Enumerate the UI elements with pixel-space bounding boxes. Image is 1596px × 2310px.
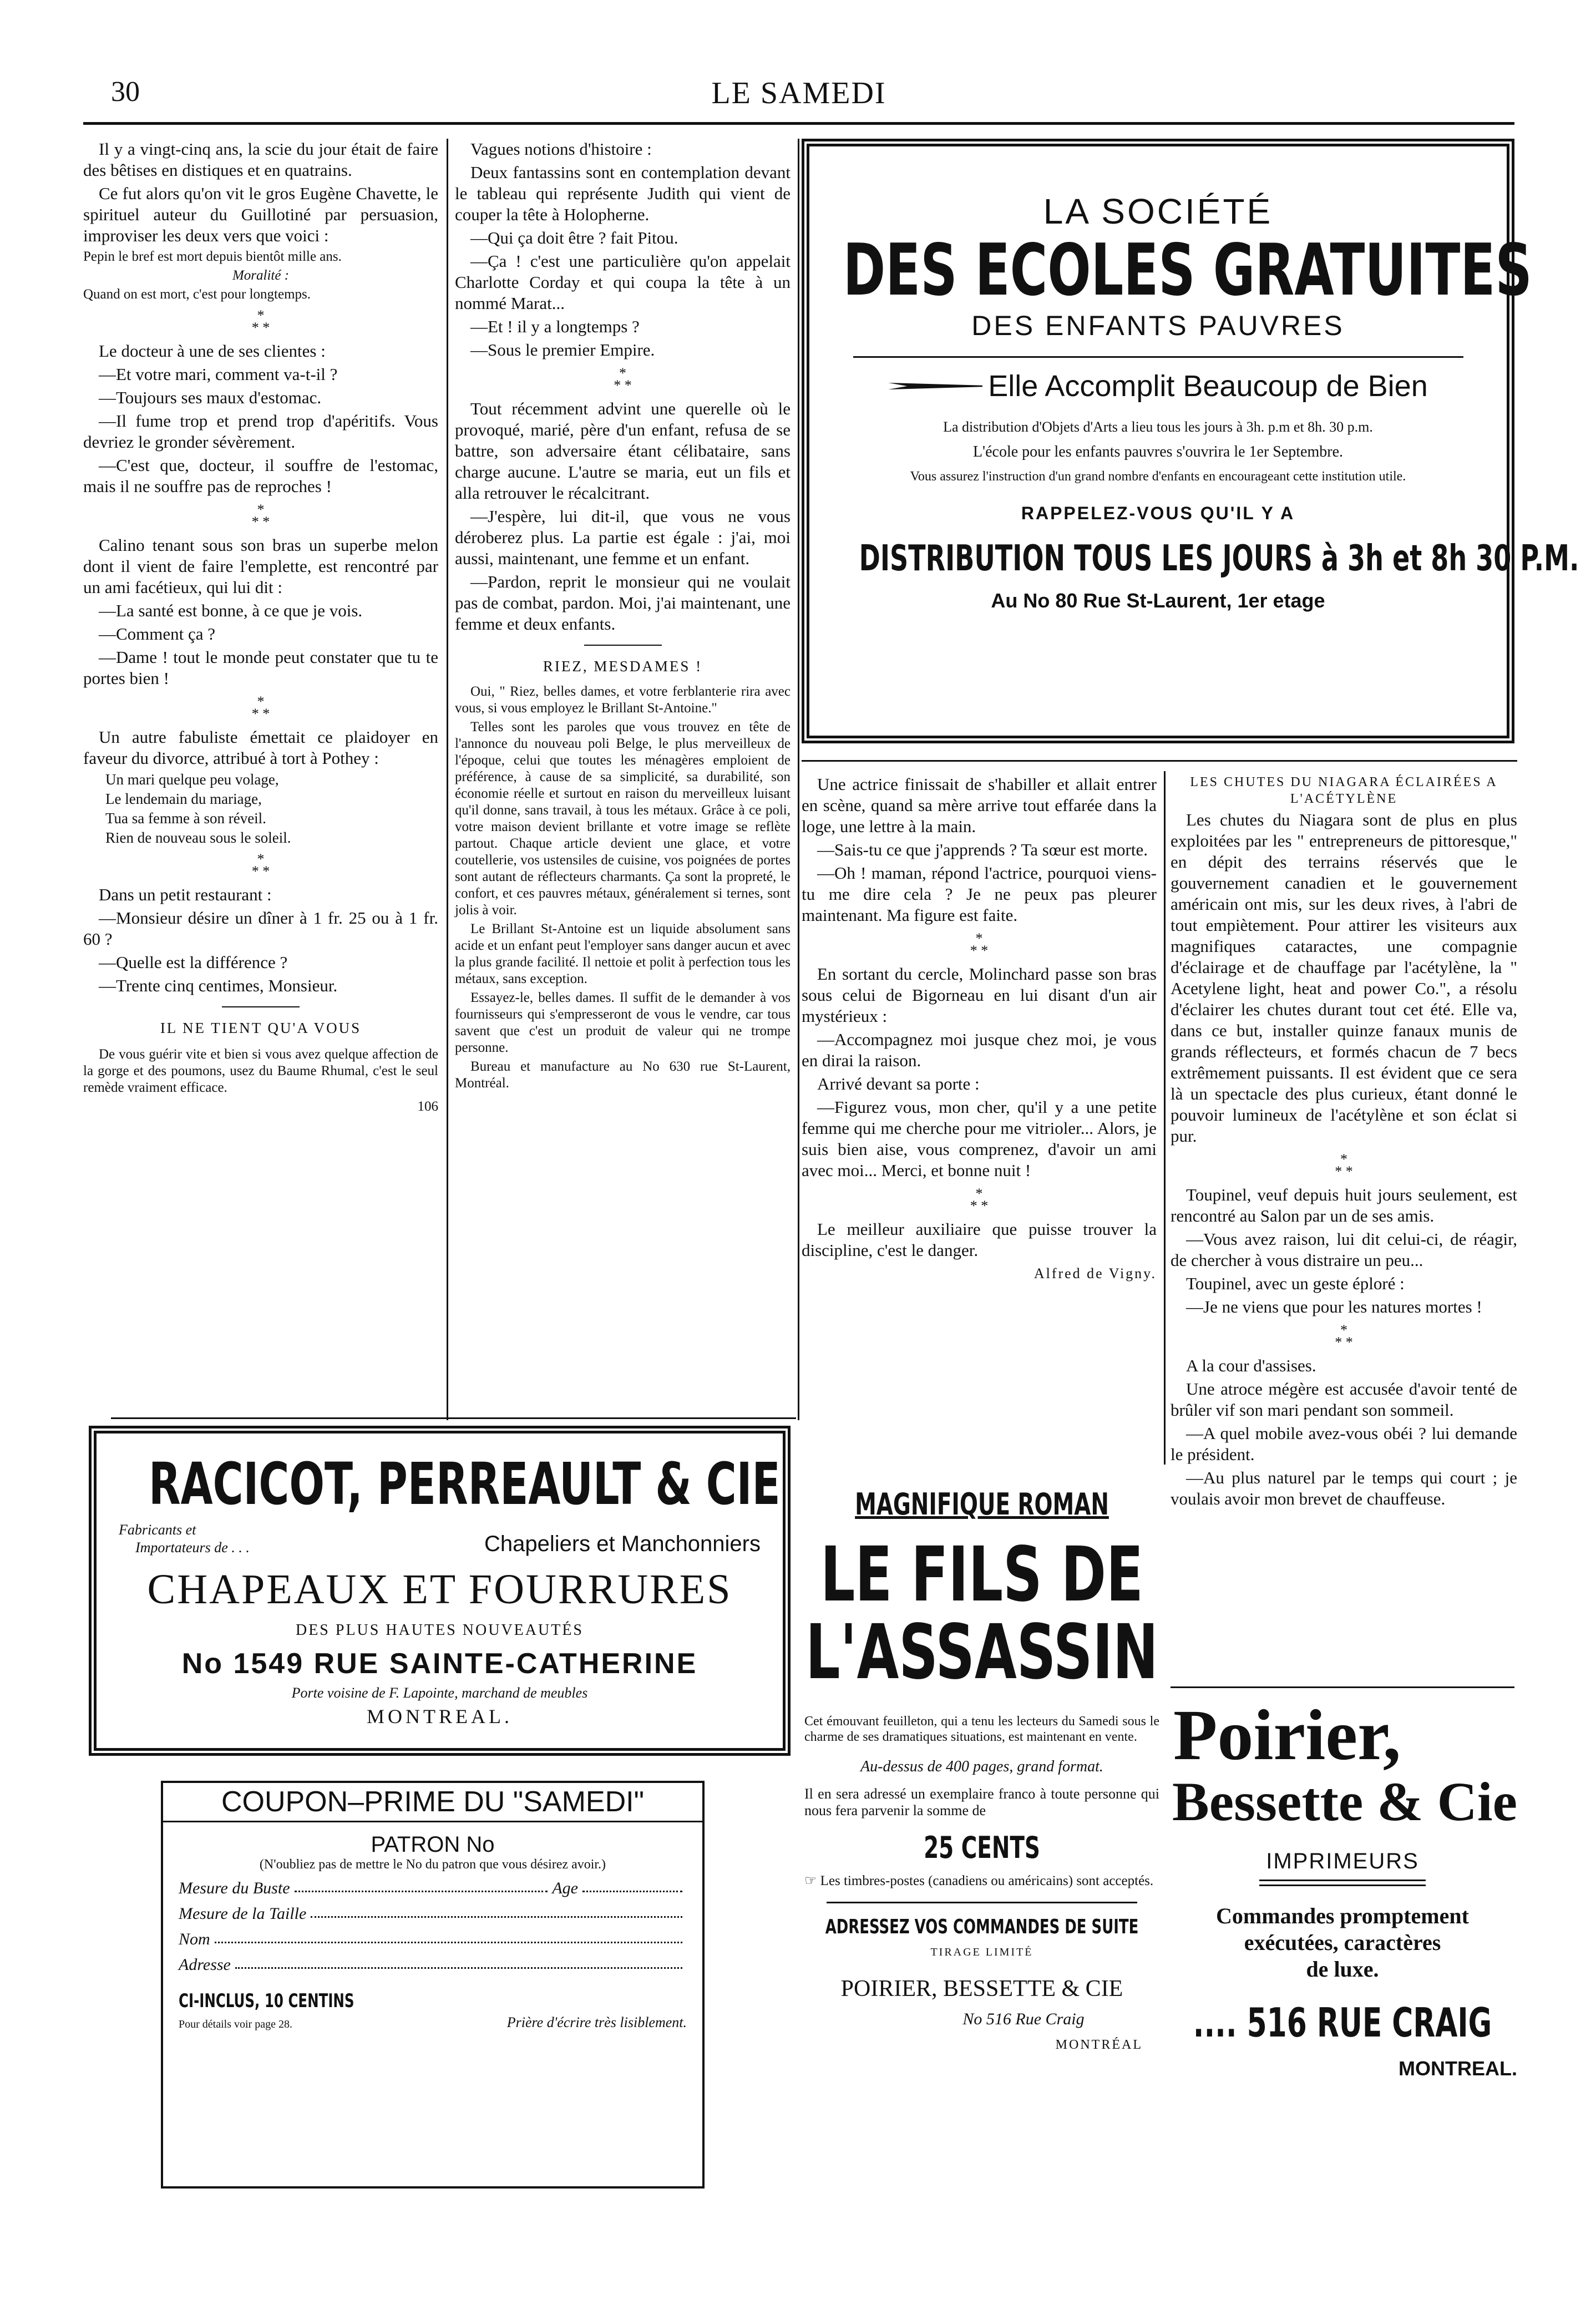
poem-line: Quand on est mort, c'est pour longtemps. [83,287,311,302]
paragraph: Le docteur à une de ses clientes : [99,341,326,361]
ad-headline: CHAPEAUX ET FOURRURES [147,1566,732,1613]
paragraph: A la cour d'assises. [1186,1356,1316,1375]
ad-text: Fabricants et [119,1522,196,1538]
ad-text: De vous guérir vite et bien si vous avez quelque affection de la gorge et des poumons, usez du Baume Rhumal, c'est le seul remède vraiment efficace. [83,1047,438,1095]
paragraph: —Et ! il y a longtemps ? [470,317,640,336]
paragraph: —Accompagnez moi jusque chez moi, je vous en dirai la raison. [802,1030,1157,1070]
asterism: * * * [251,307,270,336]
paragraph: —Monsieur désire un dîner à 1 fr. 25 ou à 1 fr. 60 ? [83,908,438,949]
ad-racicot [89,1426,791,1756]
paragraph: Le meilleur auxiliaire que puisse trouver la discipline, c'est le danger. [802,1219,1157,1260]
coupon-title: COUPON–PRIME DU "SAMEDI" [163,1783,702,1822]
address-field[interactable] [235,1967,682,1969]
ad-title: IL NE TIENT QU'A VOUS [160,1020,362,1036]
ad-headline: Bessette & Cie [1172,1771,1517,1832]
paragraph: —Et votre mari, comment va-t-il ? [99,364,338,384]
paragraph: —Je ne viens que pour les natures mortes ! [1186,1297,1482,1316]
paragraph: Ce fut alors qu'on vit le gros Eugène Chavette, le spirituel auteur du Guillotiné par persuasion, improviser les deux vers que voici : [83,184,438,245]
column-4 [1171,774,1517,1512]
paragraph: —Sais-tu ce que j'apprends ? Ta sœur est morte. [817,840,1148,859]
ad-paragraph: Oui, " Riez, belles dames, et votre ferblanterie rira avec vous, si vous employez le Brillant St-Antoine." [455,684,791,716]
field-label: Adresse [179,1956,231,1974]
ad-text: Porte voisine de F. Lapointe, marchand de meubles [291,1685,588,1701]
ad-address: Au No 80 Rue St-Laurent, 1er etage [991,589,1325,612]
ad-title: RIEZ, MESDAMES ! [543,658,703,675]
ad-text: Commandes promptement [1216,1903,1469,1928]
coupon-note: (N'oubliez pas de mettre le No du patron que vous désirez avoir.) [259,1857,606,1872]
ad-headline: RACICOT, PERREAULT & CIE [148,1450,781,1518]
asterism: * * * [251,693,270,722]
paragraph: Tout récemment advint une querelle où le provoqué, marié, père d'un enfant, refusa de se battre, son adversaire étant célibataire, sans charge aucune. L'autre se maria, eut un fils et alla retrouver le récalcitrant. [455,399,791,503]
asterism: * * * [1335,1151,1353,1179]
ad-address: .... 516 RUE CRAIG [1193,1999,1492,2046]
paragraph: —A quel mobile avez-vous obéi ? lui demande le président. [1171,1424,1517,1464]
asterism: * * * [1335,1322,1353,1350]
paragraph: Toupinel, veuf depuis huit jours seulement, est rencontré au Salon par un de ses amis. [1171,1185,1517,1225]
ad-roman [804,1487,1159,2053]
waist-field[interactable] [311,1916,682,1918]
asterism: * * * [970,930,989,959]
article-title: LES CHUTES DU NIAGARA ÉCLAIRÉES A L'ACÉTYLÈNE [1190,775,1498,806]
paragraph: —Comment ça ? [99,624,216,644]
page-header [83,72,1514,125]
field-label: Mesure de la Taille [179,1904,307,1923]
paragraph: —Au plus naturel par le temps qui court ; je voulais avoir mon brevet de chauffeuse. [1171,1468,1517,1508]
ad-text: de luxe. [1306,1957,1379,1982]
paragraph: Vagues notions d'histoire : [470,139,652,159]
coupon-patron: PATRON No [371,1832,495,1857]
ad-paragraph: Bureau et manufacture au No 630 rue St-Laurent, Montréal. [455,1059,791,1091]
ad-paragraph: Le Brillant St-Antoine est un liquide absolument sans acide et un enfant peut l'employer sans danger aucun et avec la plus grande facilité. Il nettoie et polit à perfection tous les métaux, sans exception. [455,921,791,986]
paragraph: Arrivé devant sa porte : [817,1074,980,1093]
ad-text: Au-dessus de 400 pages, grand format. [860,1758,1103,1775]
ad-text: ☞ Les timbres-postes (canadiens ou américains) sont acceptés. [804,1873,1154,1888]
ad-stamps: Les timbres-postes (canadiens ou américains) sont acceptés. [820,1873,1154,1888]
paragraph: Dans un petit restaurant : [99,885,272,904]
paragraph: Un autre fabuliste émettait ce plaidoyer en faveur du divorce, attribué à tort à Pothey : [83,727,438,768]
signature: Alfred de Vigny. [1033,1265,1157,1281]
field-label: Nom [179,1930,210,1948]
ad-text: L'école pour les enfants pauvres s'ouvrira le 1er Septembre. [972,443,1344,460]
ad-paragraph: Telles sont les paroles que vous trouvez en tête de l'annonce du nouveau poli Belge, le plus merveilleux de l'époque, celui que toutes les ménagères emploient de préférence, à cause de sa simplicité, sa durabilité, son économie réelle et surtout en raison du merveilleux luisant qu'il donne, sans travail, à tous les métaux. Grâce à ce poli, votre maison devient brillante et votre image se reflète partout. Chaque article devient une glace, et votre coutellerie, vos ustensiles de cuisine, vos poignées de portes sont autant de réflecteurs charmants. Ça sont la propreté, le confort, et ces pauvres métaux, généralement si ternes, sont jolis à voir. [455,720,791,918]
poem-line: Pepin le bref est mort depuis bientôt mille ans. [83,249,342,264]
ad-city: MONTREAL. [1399,2057,1517,2080]
asterism: * * * [251,851,270,879]
ad-text: Chapeliers et Manchonniers [484,1532,761,1556]
ad-text: Importateurs de . . . [135,1539,250,1556]
coupon-detail: Pour détails voir page 28. [179,2018,292,2030]
horizontal-rule [802,760,1517,762]
coupon-priere: Prière d'écrire très lisiblement. [506,2014,687,2030]
ad-text: exécutées, caractères [1244,1930,1441,1955]
ad-city: MONTRÉAL [1055,2038,1143,2052]
ad-order: ADRESSEZ VOS COMMANDES DE SUITE [825,1916,1139,1938]
column-2 [455,139,791,1094]
paragraph: Deux fantassins sont en contemplation devant le tableau qui représente Judith qui vient de couper la tête à Holopherne. [455,163,791,224]
ad-poirier [1168,1686,1517,2080]
paragraph: En sortant du cercle, Molinchard passe son bras sous celui de Bigorneau en lui disant d'un air mystérieux : [802,964,1157,1026]
ad-headline: Poirier, [1173,1695,1401,1775]
ad-text: Cet émouvant feuilleton, qui a tenu les lecteurs du Samedi sous le charme de ses dramatiques situations, est maintenant en vente. [804,1714,1159,1744]
coupon-form[interactable] [161,1781,705,2189]
paragraph: —C'est que, docteur, il souffre de l'estomac, mais il ne souffre pas de reproches ! [83,455,438,496]
ad-text: Vous assurez l'instruction d'un grand nombre d'enfants en encourageant cette institution utile. [910,469,1406,484]
ad-limit: TIRAGE LIMITÉ [930,1946,1033,1958]
paragraph: —Qui ça doit être ? fait Pitou. [470,228,678,247]
horizontal-rule [111,1417,796,1419]
ad-tagline: Elle Accomplit Beaucoup de Bien [988,369,1428,403]
column-rule [447,139,448,1420]
paragraph: —Quelle est la différence ? [99,953,288,972]
paragraph: Les chutes du Niagara sont de plus en plus exploitées par les " entrepreneurs de pittoresque," en dépit des terrains réservés que le gouvernement canadien et le gouvernement américain ont mis, sur les deux rives, à l'abri de tout empiètement. Pour attirer les visiteurs aux magnifiques cataractes, une compagnie d'éclairage et de chauffage par l'acétylène, la " Acetylene light, heat and power Co.", a résolu d'éclairer les chutes durant tout cet été. Elle va, dans ce but, installer quinze fanaux munis de grands réflecteurs, et formés chacun de 7 becs extrêmement puissants. Il est évident que ce sera là un spectacle des plus curieux, étant donné le pouvoir lumineux de l'acétylène et son éclat si pur. [1171,810,1517,1146]
column-rule [1164,771,1166,1465]
ad-street: No 516 Rue Craig [962,2010,1085,2028]
paragraph: —Toujours ses maux d'estomac. [99,388,322,407]
ad-tagline-row [832,369,1484,403]
asterism: * * * [970,1186,989,1214]
ad-headline: DES ECOLES GRATUITES [843,229,1532,312]
ad-text: DES PLUS HAUTES NOUVEAUTÉS [295,1622,584,1639]
asterism: * * * [251,501,270,530]
paragraph: Calino tenant sous son bras un superbe melon dont il vient de faire l'emplette, est rencontré par un ami facétieux, qui lui dit : [83,535,438,597]
ad-text: La distribution d'Objets d'Arts a lieu tous les jours à 3h. p.m et 8h. 30 p.m. [943,419,1373,435]
age-field[interactable] [582,1891,682,1892]
ad-body [455,683,791,1092]
page-number: 30 [111,76,140,108]
paragraph: Une actrice finissait de s'habiller et allait entrer en scène, quand sa mère arrive tout effarée dans la loge, une lettre à la main. [802,774,1157,836]
paragraph: —Oh ! maman, répond l'actrice, pourquoi viens-tu me dire cela ? Je ne peux pas pleurer maintenant. Ma figure est faite. [802,863,1157,925]
verse-line: Tua sa femme à son réveil. [105,810,266,827]
verse-line: Le lendemain du mariage, [105,791,262,807]
column-3 [802,774,1157,1286]
column-rule [798,139,799,1420]
verse-line: Un mari quelque peu volage, [105,771,279,788]
ad-headline: L'ASSASSIN [805,1609,1158,1696]
paragraph: —Il fume trop et prend trop d'apéritifs. Vous devriez le gronder sévèrement. [83,411,438,452]
ad-price: 25 CENTS [924,1830,1040,1865]
ad-headline: DISTRIBUTION TOUS LES JOURS à 3h et 8h 30 P.M. [859,538,1579,579]
field-label: Mesure du Buste [179,1879,290,1897]
paragraph: —La santé est bonne, à ce que je vois. [99,601,363,620]
ad-line: LA SOCIÉTÉ [1043,191,1273,231]
paragraph: —Trente cinq centimes, Monsieur. [99,976,338,995]
asterism: * * * [614,365,632,393]
coupon-inclus: CI-INCLUS, 10 CENTINS [179,1990,354,2012]
column-1 [83,139,438,1117]
paragraph: Une atroce mégère est accusée d'avoir tenté de brûler vif son mari pendant son sommeil. [1171,1379,1517,1420]
ad-paragraph: Essayez-le, belles dames. Il suffit de le demander à vos fournisseurs qui s'empresseront de vous le vendre, car tous savent que c'est un produit de valeur qui ne trompe personne. [455,990,791,1055]
ad-heading: IMPRIMEURS [1266,1849,1419,1873]
paragraph: —Dame ! tout le monde peut constater que tu te portes bien ! [83,647,438,688]
paragraph: Toupinel, avec un geste éploré : [1186,1274,1405,1293]
paragraph: Il y a vingt-cinq ans, la scie du jour était de faire des bêtises en distiques et en quatrains. [83,139,438,180]
name-field[interactable] [215,1942,682,1943]
ad-city: MONTREAL. [367,1705,513,1728]
paragraph: —Ça ! c'est une particulière qu'on appelait Charlotte Corday et qui coupa la tête à un nommé Marat... [455,251,791,313]
moralite-label: Moralité : [232,268,290,283]
ad-headline: LE FILS DE [820,1531,1143,1619]
ad-company: POIRIER, BESSETTE & CIE [840,1976,1123,2002]
arrow-icon [888,383,982,389]
paragraph: —J'espère, lui dit-il, que vous ne vous déroberez plus. La partie est égale : j'ai, moi aussi, maintenant, une femme et un enfant. [455,506,791,568]
paragraph: —Figurez vous, mon cher, qu'il y a une petite femme qui me cherche pour me vitrioler... Alors, je suis bien aise, vous comprenez, d'avoir un ami avec moi... Merci, et bonne nuit ! [802,1097,1157,1180]
ad-address: No 1549 RUE SAINTE-CATHERINE [181,1648,698,1680]
ad-line: DES ENFANTS PAUVRES [971,310,1345,341]
bust-field[interactable] [295,1891,548,1892]
ad-heading: MAGNIFIQUE ROMAN [855,1487,1109,1522]
ad-text: Il en sera adressé un exemplaire franco à toute personne qui nous fera parvenir la somme de [804,1786,1159,1818]
paragraph: —Pardon, reprit le monsieur qui ne voulait pas de combat, pardon. Moi, j'ai maintenant, une femme et deux enfants. [455,572,791,634]
field-label: Age [552,1879,578,1897]
paragraph: —Vous avez raison, lui dit celui-ci, de réagir, de chercher à vous distraire un peu... [1171,1229,1517,1270]
ad-number: 106 [417,1099,438,1114]
verse-line: Rien de nouveau sous le soleil. [105,829,291,846]
ad-societe [802,139,1579,743]
paragraph: —Sous le premier Empire. [470,340,655,359]
ad-line: RAPPELEZ-VOUS QU'IL Y A [1021,503,1295,523]
newspaper-title: LE SAMEDI [711,76,886,110]
